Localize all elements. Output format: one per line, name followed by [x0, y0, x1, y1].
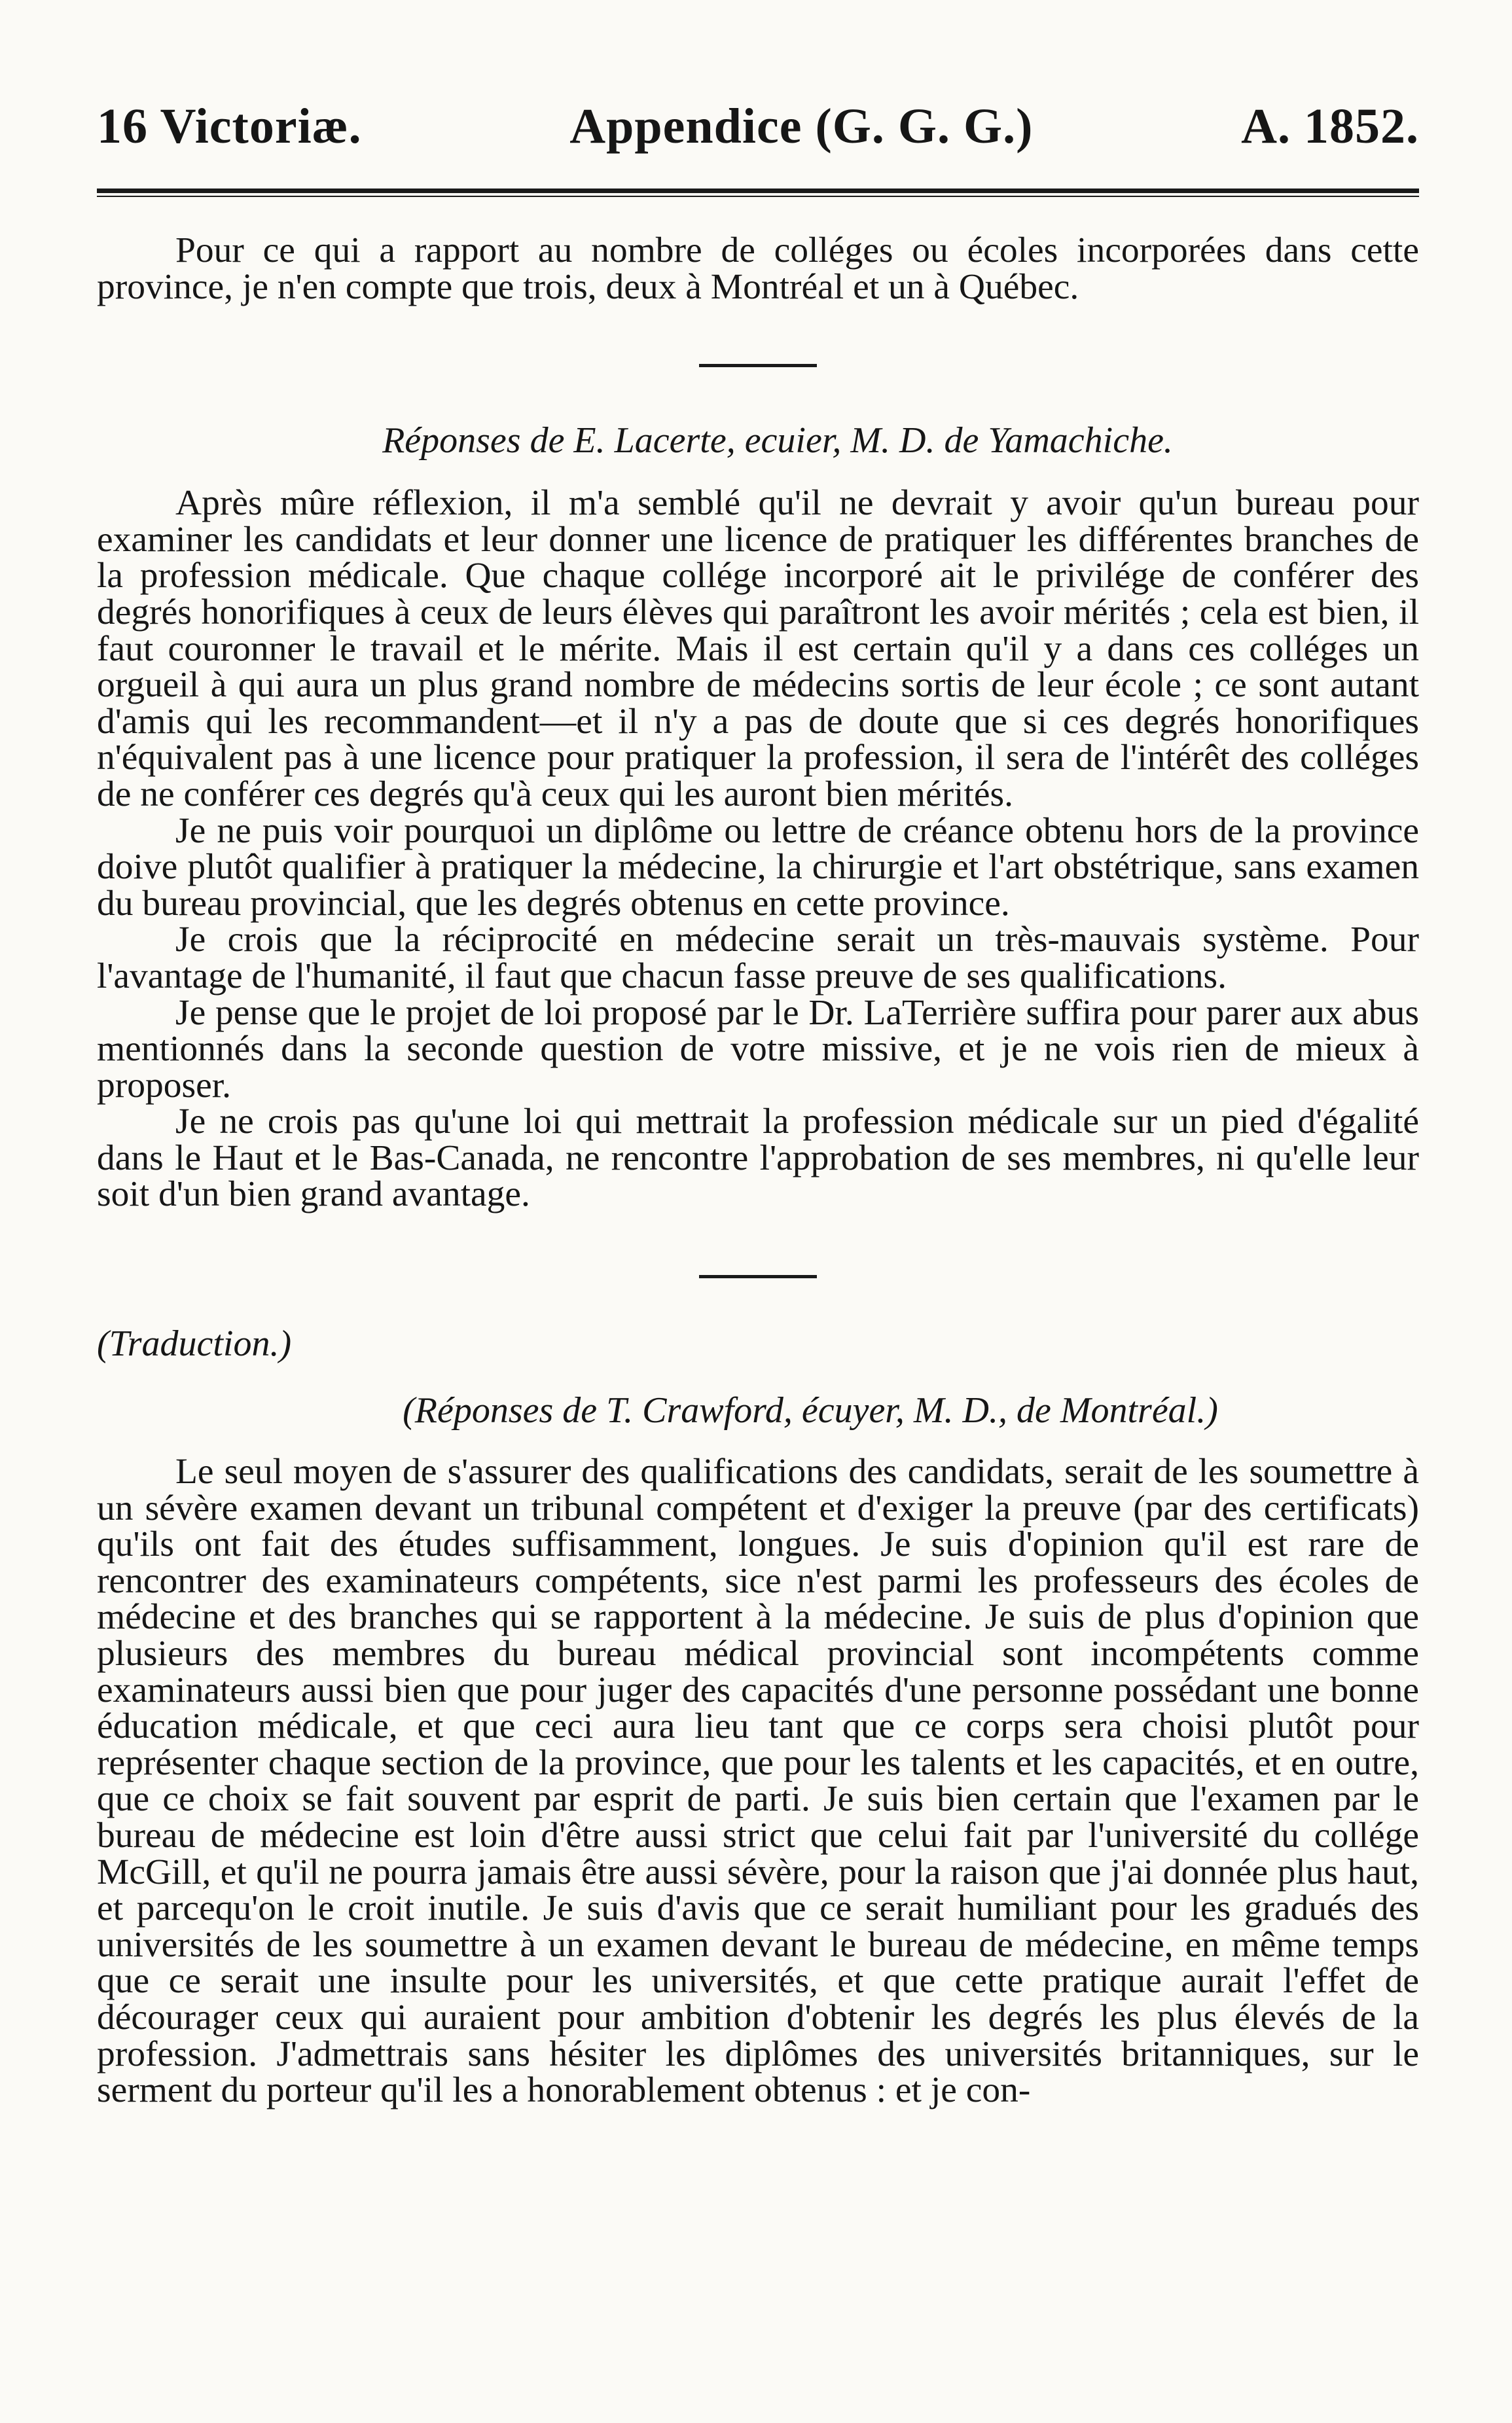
paragraph: Le seul moyen de s'assurer des qualifications des candidats, serait de les soumettre à un sévère examen devant un tribunal compétent et d'exiger la preuve (par des certificats) qu'ils ont fait des études suffisamment, longues. Je suis d'opinion qu'il est rare de rencontrer des examinateurs compétents, sice n'est parmi les professeurs des écoles de médecine et des branches qui se rapportent à la médecine. Je suis de plus d'opinion que plusieurs des membres du bureau médical provincial sont incompétents comme examinateurs aussi bien que pour juger des capacités d'une personne possédant une bonne éducation médicale, et que ceci aura lieu tant que ce corps sera choisi plutôt pour représenter chaque section de la province, que pour les talents et les capacités, et en outre, que ce choix se fait souvent par esprit de parti. Je suis bien certain que l'examen par le bureau de médecine est loin d'être aussi strict que celui fait par l'université du collége McGill, et qu'il ne pourra jamais être aussi sévère, pour la raison que j'ai donnée plus haut, et parcequ'on le croit inutile. Je suis d'avis que ce serait humiliant pour les gradués des universités de les soumettre à un examen devant le bureau de médecine, en même temps que ce serait une insulte pour les universités, et que cette pratique aurait l'effet de décourager ceux qui auraient pour ambition d'obtenir les degrés les plus élevés de la profession. J'admettrais sans hésiter les diplômes des universités britanniques, sur le serment du porteur qu'il les a honorablement obtenus : et je con-	[97, 1452, 1419, 2111]
section-divider	[699, 1275, 817, 1278]
translation-label: (Traduction.)	[97, 1323, 292, 1365]
paragraph: Je pense que le projet de loi proposé par le Dr. LaTerrière suffira pour parer aux abus mentionnés dans la seconde question de votre missive, et je ne vois rien de mieux à proposer.	[97, 992, 1419, 1105]
header-rule	[97, 188, 1419, 197]
header-year: A. 1852.	[1241, 99, 1419, 154]
section-title-lacerte: Réponses de E. Lacerte, ecuier, M. D. de Yamachiche.	[382, 420, 1173, 461]
header-appendix: Appendice (G. G. G.)	[569, 99, 1034, 154]
section-body-crawford	[97, 1454, 1419, 2109]
document-page	[97, 98, 1419, 2109]
intro-paragraph: Pour ce qui a rapport au nombre de colléges ou écoles incorporées dans cette province, je n'en compte que trois, deux à Montréal et un à Québec.	[97, 230, 1419, 307]
section-divider	[699, 364, 817, 367]
paragraph: Je ne puis voir pourquoi un diplôme ou lettre de créance obtenu hors de la province doive plutôt qualifier à pratiquer la médecine, la chirurgie et l'art obstétrique, sans examen du bureau provincial, que les degrés obtenus en cette province.	[97, 810, 1419, 924]
header-session: 16 Victoriæ.	[97, 99, 362, 154]
page-header	[97, 98, 1419, 170]
section-body-lacerte	[97, 485, 1419, 1213]
paragraph: Je crois que la réciprocité en médecine serait un très-mauvais système. Pour l'avantage de l'humanité, il faut que chacun fasse preuve de ses qualifications.	[97, 920, 1419, 996]
paragraph: Je ne crois pas qu'une loi qui mettrait la profession médicale sur un pied d'égalité dans le Haut et le Bas-Canada, ne rencontre l'approbation de ses membres, ni qu'elle leur soit d'un bien grand avantage.	[97, 1102, 1419, 1215]
paragraph: Après mûre réflexion, il m'a semblé qu'il ne devrait y avoir qu'un bureau pour examiner les candidats et leur donner une licence de pratiquer les différentes branches de la profession médicale. Que chaque collége incorporé ait le privilége de conférer des degrés honorifiques à ceux de leurs élèves qui paraîtront les avoir mérités ; cela est bien, il faut couronner le travail et le mérite. Mais il est certain qu'il y a dans ces colléges un orgueil à qui aura un plus grand nombre de médecins sortis de leur école ; ce sont autant d'amis qui les recommandent—et il n'y a pas de doute que si ces degrés honorifiques n'équivalent pas à une licence pour pratiquer la profession, il sera de l'intérêt des colléges de ne conférer ces degrés qu'à ceux qui les auront bien mérités.	[97, 483, 1419, 814]
section-title-crawford: (Réponses de T. Crawford, écuyer, M. D., de Montréal.)	[403, 1390, 1218, 1431]
